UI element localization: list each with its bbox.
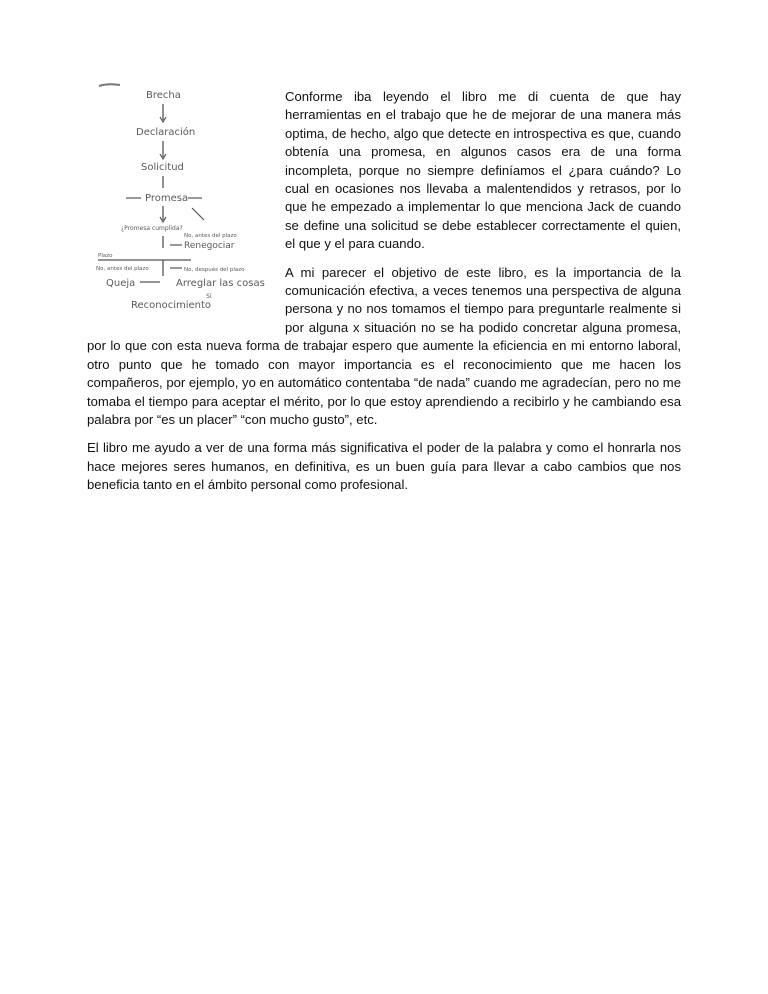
node-queja: Queja: [106, 278, 136, 289]
node-solicitud: Solicitud: [141, 162, 184, 173]
label-no-antes-plazo-2: No, antes del plazo: [96, 266, 149, 272]
paragraph-3: El libro me ayudo a ver de una forma más significativa el poder de la palabra y como el honrarla nos hace mejores seres humanos, en definitiva, es un buen guía para llevar a cabo cambios que nos beneficia tanto en el ámbito personal como profesional.: [87, 440, 681, 493]
node-renegociar: Renegociar: [184, 241, 235, 251]
node-reconocimiento: Reconocimiento: [131, 300, 212, 311]
label-plazo: Plazo: [98, 253, 113, 259]
node-declaracion: Declaración: [136, 127, 196, 138]
label-no-despues-plazo: No, después del plazo: [184, 267, 245, 273]
paragraph-1: Conforme iba leyendo el libro me di cuenta de que hay herramientas en el trabajo que he de mejorar de una manera más optima, de hecho, algo que detecte en introspectiva es que, cuando obtenía una promesa, en algunos casos era de una forma incompleta, porque no siempre definíamos el ¿para cuándo? Lo cual en ocasiones nos llevaba a malentendidos y retrasos, por lo que he empezado a implementar lo que menciona Jack de cuando se define una solicitud se debe establecer correctamente el quien, el que y el para cuando.: [285, 89, 681, 252]
node-brecha: Brecha: [146, 90, 181, 101]
node-promesa-cumplida: ¿Promesa cumplida?: [121, 225, 183, 232]
node-promesa: Promesa: [145, 193, 189, 204]
label-si: Sí: [206, 293, 212, 300]
node-arreglar: Arreglar las cosas: [176, 278, 265, 289]
essay-body: [87, 88, 681, 505]
pen-mark: [99, 84, 120, 86]
figure-wrap-spacer: [87, 88, 285, 330]
paragraph-2: A mi parecer el objetivo de este libro, es la importancia de la comunicación efectiva, a veces tenemos una perspectiva de alguna persona y no nos tomamos el tiempo para preguntarle realmente si por alguna x situación no se ha podido concretar alguna promesa, por lo que con esta nueva forma de trabajar espero que aumente la eficiencia en mi entorno laboral, otro punto que he tomado con mayor importancia es el reconocimiento que me hacen los compañeros, por ejemplo, yo en automático contentaba “de nada” cuando me agradecían, pero no me tomaba el tiempo para aceptar el mérito, por lo que estoy aprendiendo a recibirlo y he cambiando esa palabra por “es un placer” “con mucho gusto”, etc.: [87, 264, 681, 427]
label-no-antes-plazo: No, antes del plazo: [184, 233, 237, 239]
